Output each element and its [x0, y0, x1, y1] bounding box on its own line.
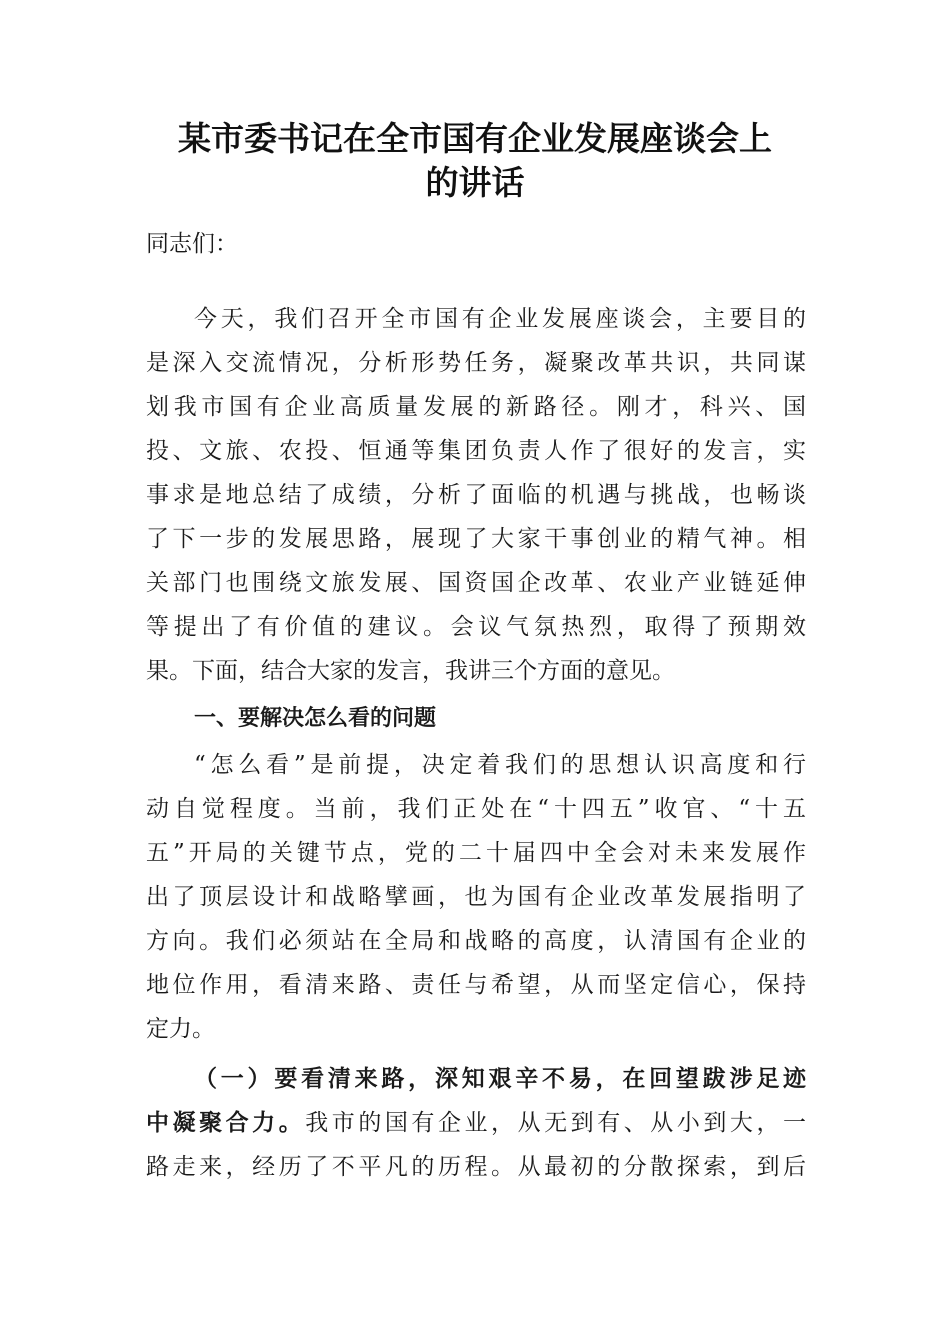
- section-heading: 一、要解决怎么看的问题: [194, 706, 437, 731]
- salutation: 同志们：: [146, 231, 238, 257]
- subsection-body-start: 我市的国有企业，从无到有、从小到大，一: [305, 1110, 807, 1136]
- intro-line: 划我市国有企业高质量发展的新路径。刚才，科兴、国: [146, 394, 806, 420]
- section-body-line: 地位作用，看清来路、责任与希望，从而坚定信心，保持: [146, 972, 806, 998]
- subsection-mixed-line: [146, 1108, 806, 1138]
- section-body-line: “怎么看”是前提，决定着我们的思想认识高度和行: [194, 752, 806, 778]
- intro-line: 了下一步的发展思路，展现了大家干事创业的精气神。相: [146, 526, 806, 552]
- section-body-line: 方向。我们必须站在全局和战略的高度，认清国有企业的: [146, 928, 806, 954]
- subsection-body-line: 路走来，经历了不平凡的历程。从最初的分散探索，到后: [146, 1154, 806, 1180]
- document-title-line-1: 某市委书记在全市国有企业发展座谈会上: [178, 119, 772, 158]
- intro-line: 等提出了有价值的建议。会议气氛热烈，取得了预期效: [146, 614, 806, 640]
- intro-line: 果。下面，结合大家的发言，我讲三个方面的意见。: [146, 658, 675, 684]
- section-body-line: 动自觉程度。当前，我们正处在“十四五”收官、“十五: [146, 796, 806, 822]
- document-title-line-2: 的讲话: [425, 163, 525, 202]
- section-body-line: 五”开局的关键节点，党的二十届四中全会对未来发展作: [146, 840, 806, 866]
- intro-line: 投、文旅、农投、恒通等集团负责人作了很好的发言，实: [146, 438, 806, 464]
- intro-line: 今天，我们召开全市国有企业发展座谈会，主要目的: [194, 306, 806, 332]
- intro-line: 事求是地总结了成绩，分析了面临的机遇与挑战，也畅谈: [146, 482, 806, 508]
- intro-line: 关部门也围绕文旅发展、国资国企改革、农业产业链延伸: [146, 570, 806, 596]
- subsection-heading-continuation: 中凝聚合力。: [146, 1109, 306, 1136]
- subsection-heading: （一）要看清来路，深知艰辛不易，在回望跋涉足迹: [194, 1065, 806, 1092]
- section-body-line: 出了顶层设计和战略擘画，也为国有企业改革发展指明了: [146, 884, 806, 910]
- intro-line: 是深入交流情况，分析形势任务，凝聚改革共识，共同谋: [146, 350, 806, 376]
- section-body-line: 定力。: [146, 1016, 215, 1042]
